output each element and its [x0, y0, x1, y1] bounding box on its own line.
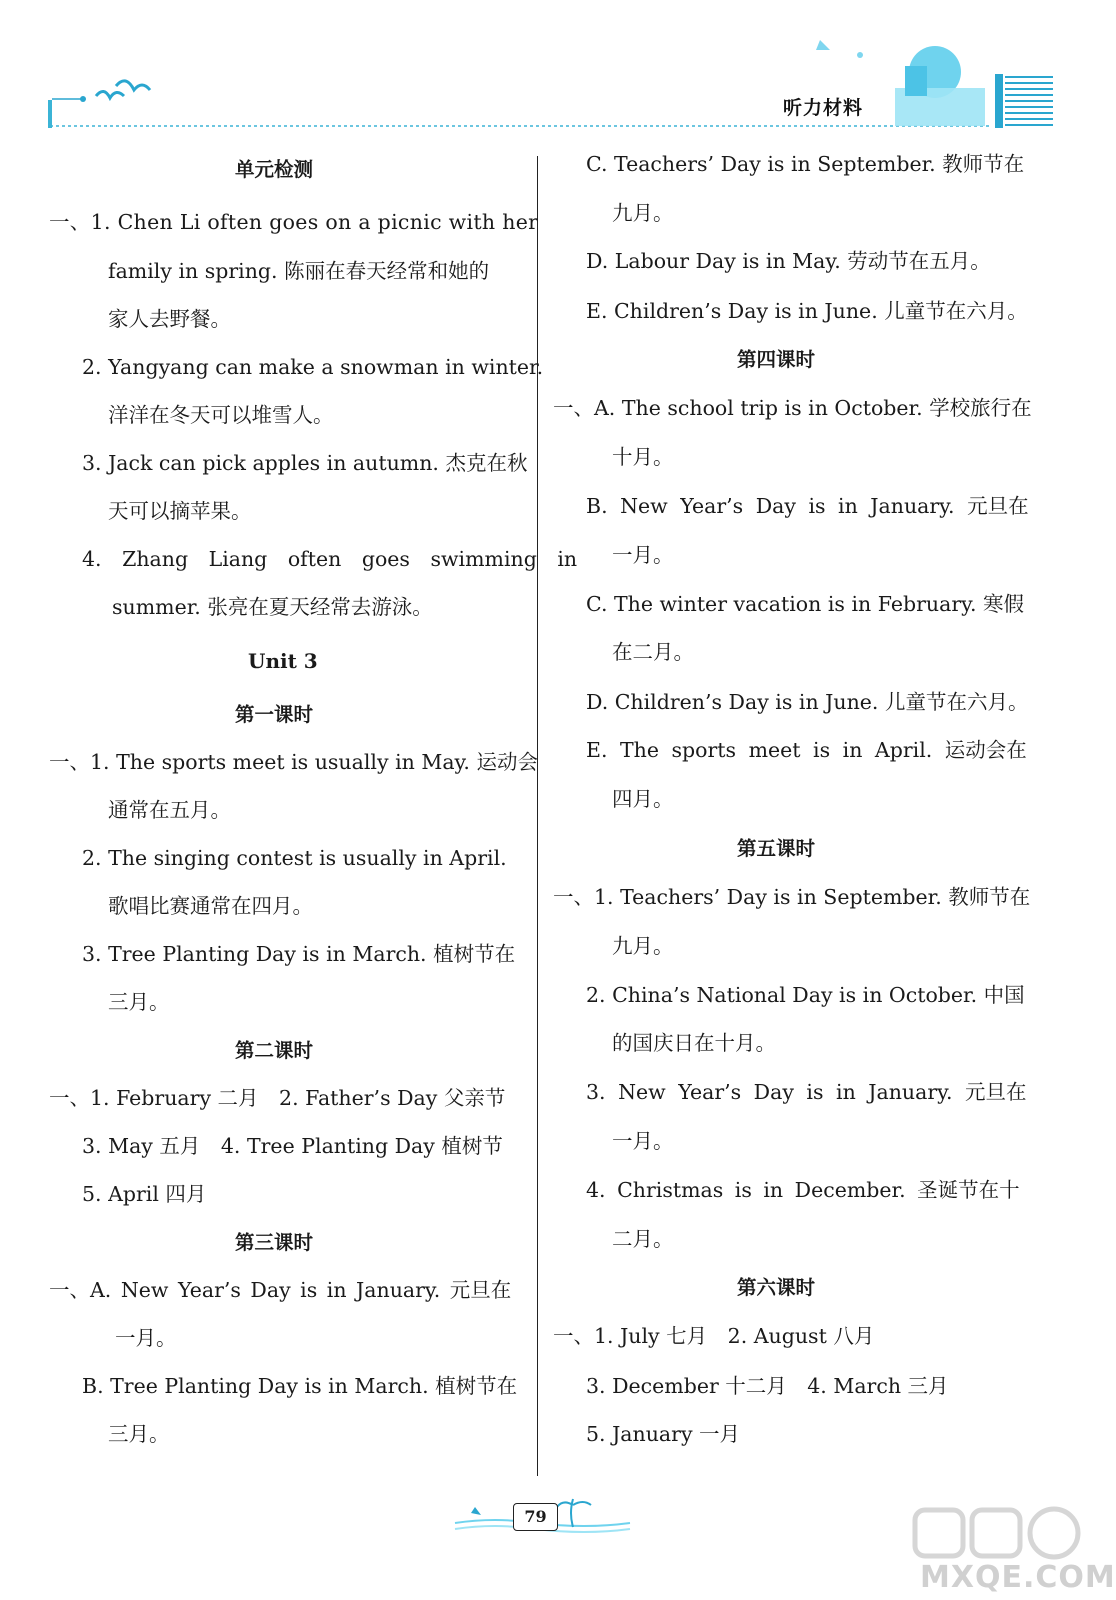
text-line: 一、1. July 七月 2. August 八月	[553, 1324, 875, 1348]
section-heading: 第三课时	[235, 1231, 314, 1254]
text-line: 2. The singing contest is usually in April.	[82, 846, 507, 870]
text-line: 歌唱比赛通常在四月。	[108, 894, 313, 918]
text-line: 3. December 十二月 4. March 三月	[586, 1374, 949, 1398]
text-line: 3. May 五月 4. Tree Planting Day 植树节	[82, 1134, 503, 1158]
page-header	[0, 0, 1095, 140]
text-line: 通常在五月。	[108, 798, 231, 822]
text-line: 天可以摘苹果。	[108, 499, 252, 523]
text-line: 一月。	[115, 1326, 177, 1350]
text-line: 的国庆日在十月。	[612, 1031, 776, 1055]
text-line: 九月。	[612, 934, 674, 958]
text-line: 2. China’s National Day is in October. 中国	[586, 983, 1025, 1007]
text-line: 一月。	[612, 543, 674, 567]
text-line: 洋洋在冬天可以堆雪人。	[108, 403, 334, 427]
text-line: 5. January 一月	[586, 1422, 741, 1446]
section-heading: 第四课时	[737, 348, 816, 371]
text-line: 3. New Year’s Day is in January. 元旦在	[586, 1080, 1027, 1104]
text-line: 4. Zhang Liang often goes swimming in	[82, 547, 578, 571]
text-line: 家人去野餐。	[108, 307, 231, 331]
text-line: 一、1. February 二月 2. Father’s Day 父亲节	[49, 1086, 506, 1110]
unit-heading: Unit 3	[248, 649, 318, 673]
text-line: E. Children’s Day is in June. 儿童节在六月。	[586, 299, 1028, 323]
text-line: summer. 张亮在夏天经常去游泳。	[112, 595, 433, 619]
text-line: 一、1. The sports meet is usually in May. 运动会	[49, 750, 538, 774]
section-heading: 第五课时	[737, 837, 816, 860]
text-line: 2. Yangyang can make a snowman in winter.	[82, 355, 544, 379]
text-line: 5. April 四月	[82, 1182, 207, 1206]
text-line: 一、A. New Year’s Day is in January. 元旦在	[49, 1278, 512, 1302]
header-decoration	[0, 0, 1095, 140]
text-line: family in spring. 陈丽在春天经常和她的	[108, 259, 490, 283]
section-heading: 第六课时	[737, 1276, 816, 1299]
text-line: 4. Christmas is in December. 圣诞节在十	[586, 1178, 1020, 1202]
text-line: 3. Jack can pick apples in autumn. 杰克在秋	[82, 451, 528, 475]
text-line: 一、A. The school trip is in October. 学校旅行在	[553, 396, 1032, 420]
text-line: 一月。	[612, 1129, 674, 1153]
text-line: 四月。	[612, 787, 674, 811]
text-line: C. Teachers’ Day is in September. 教师节在	[586, 152, 1025, 176]
text-line: D. Labour Day is in May. 劳动节在五月。	[586, 249, 991, 273]
text-line: B. New Year’s Day is in January. 元旦在	[586, 494, 1029, 518]
text-line: 一、1. Chen Li often goes on a picnic with her	[49, 210, 539, 234]
text-line: B. Tree Planting Day is in March. 植树节在	[82, 1374, 518, 1398]
text-line: 二月。	[612, 1227, 674, 1251]
text-line: 三月。	[108, 990, 170, 1014]
text-line: 3. Tree Planting Day is in March. 植树节在	[82, 942, 516, 966]
text-line: C. The winter vacation is in February. 寒假	[586, 592, 1025, 616]
text-line: E. The sports meet is in April. 运动会在	[586, 738, 1027, 762]
section-heading: 第一课时	[235, 703, 314, 726]
page-number: 79	[513, 1503, 558, 1531]
text-line: 一、1. Teachers’ Day is in September. 教师节在	[553, 885, 1031, 909]
section-heading: 第二课时	[235, 1039, 314, 1062]
text-line: 十月。	[612, 445, 674, 469]
text-line: D. Children’s Day is in June. 儿童节在六月。	[586, 690, 1029, 714]
section-heading: 单元检测	[235, 158, 314, 181]
text-line: 九月。	[612, 201, 674, 225]
text-line: 三月。	[108, 1422, 170, 1446]
text-line: 在二月。	[612, 640, 694, 664]
header-title: 听力材料	[783, 97, 864, 119]
watermark-text: MXQE.COM	[920, 1560, 1116, 1595]
